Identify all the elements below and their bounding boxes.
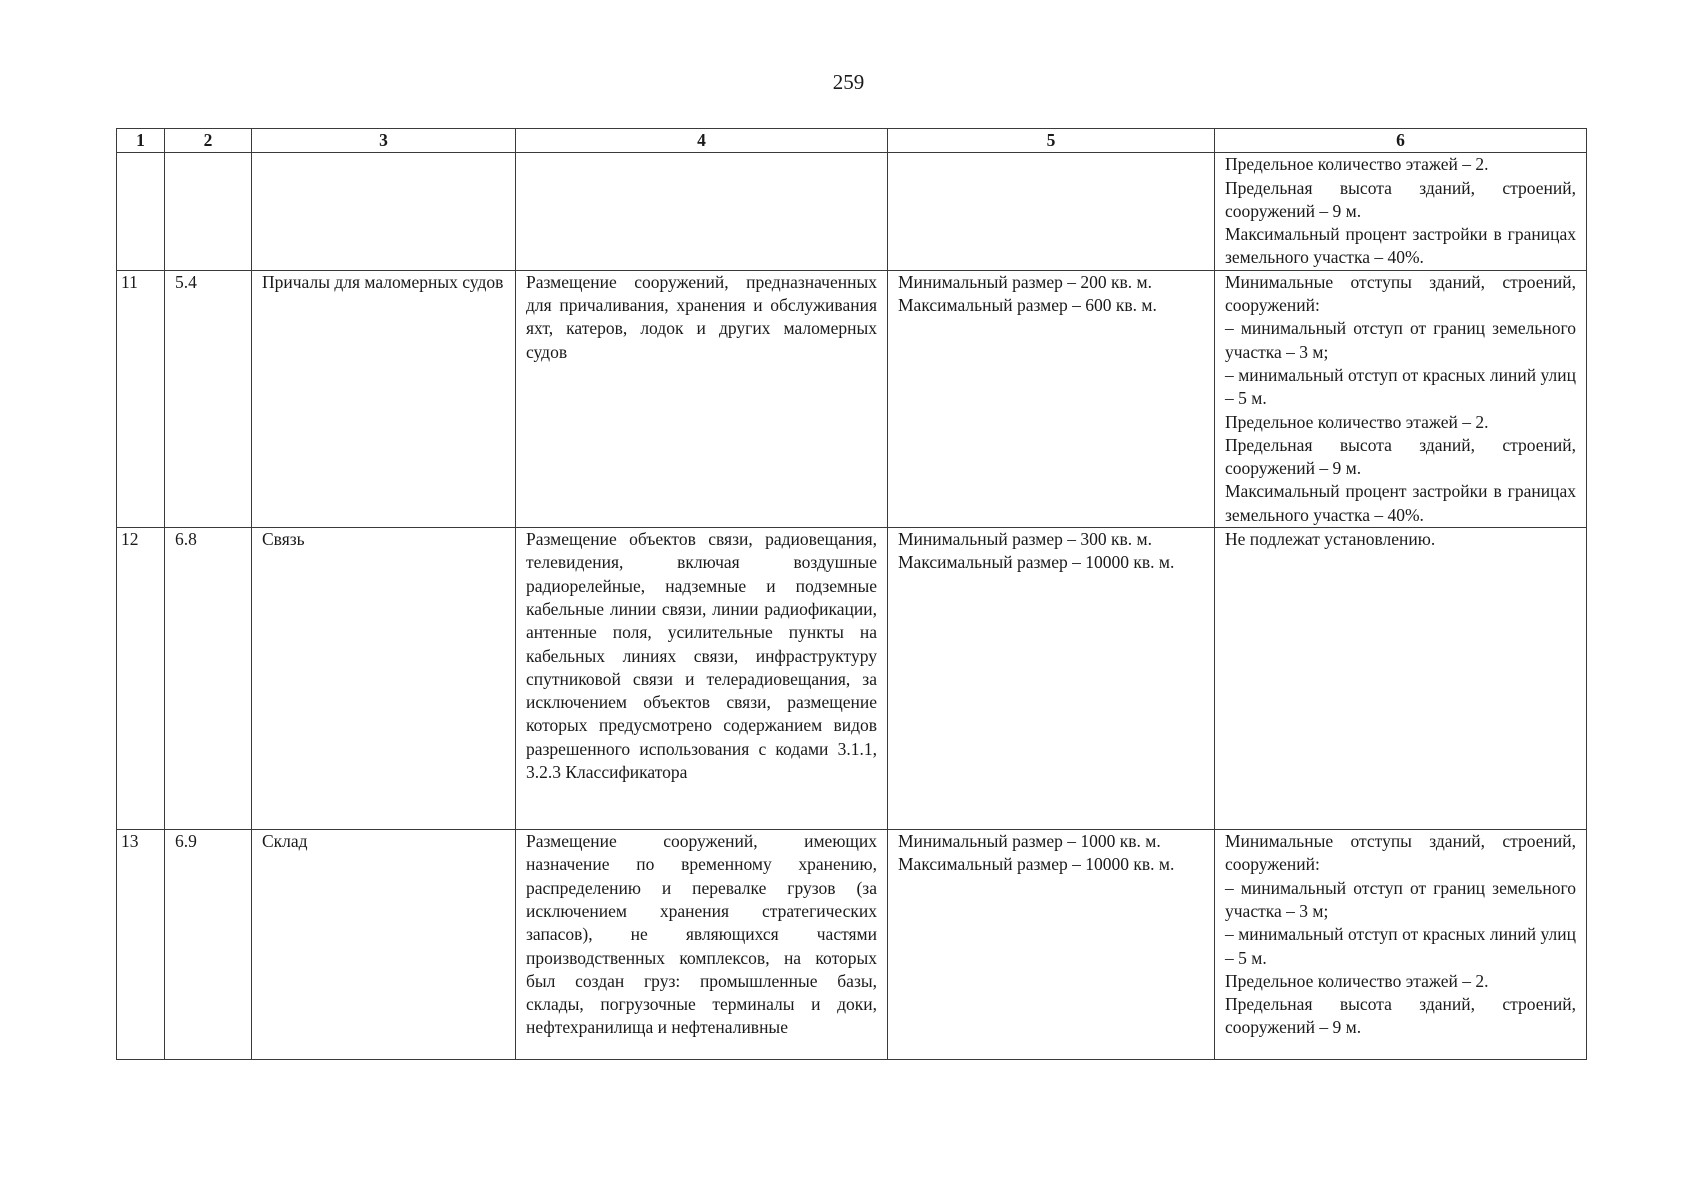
building-param-line: Предельная высота зданий, строений, сооружений – 9 м. [1225, 994, 1576, 1038]
table-row [117, 830, 1587, 1060]
plot-size-line: Минимальный размер – 300 кв. м. [898, 529, 1152, 550]
row-number-cell: 12 [117, 528, 165, 830]
use-name-cell [252, 153, 516, 270]
row-number-cell: 11 [117, 270, 165, 527]
building-param-line: Максимальный процент застройки в границах земельного участка – 40%. [1225, 481, 1576, 525]
plot-size-line: Максимальный размер – 10000 кв. м. [898, 552, 1175, 573]
plot-size-cell [888, 153, 1215, 270]
row-number-cell: 13 [117, 830, 165, 1060]
header-col-6: 6 [1215, 129, 1587, 153]
use-name-cell: Причалы для маломерных судов [252, 270, 516, 527]
use-description-cell [516, 153, 888, 270]
building-param-line: Предельная высота зданий, строений, сооружений – 9 м. [1225, 434, 1576, 479]
table-row [117, 270, 1587, 527]
use-name-cell: Склад [252, 830, 516, 1060]
building-param-line: – минимальный отступ от красных линий улиц – 5 м. [1225, 924, 1576, 968]
plot-size-line: Минимальный размер – 1000 кв. м. [898, 831, 1161, 852]
building-param-line: Предельное количество этажей – 2. [1225, 970, 1489, 991]
building-params-cell [1215, 153, 1587, 270]
table-header [117, 129, 1587, 153]
building-param-line: Не подлежат установлению. [1225, 529, 1436, 550]
table-row [117, 153, 1587, 270]
building-params-cell [1215, 270, 1587, 527]
row-number-cell [117, 153, 165, 270]
plot-size-cell [888, 270, 1215, 527]
building-param-line: – минимальный отступ от красных линий улиц – 5 м. [1225, 364, 1576, 409]
use-name-cell: Связь [252, 528, 516, 830]
header-col-3: 3 [252, 129, 516, 153]
page-number: 259 [832, 70, 865, 94]
building-param-line: Минимальные отступы зданий, строений, сооружений: [1225, 831, 1576, 875]
header-col-4: 4 [516, 129, 888, 153]
plot-size-line: Максимальный размер – 10000 кв. м. [898, 854, 1175, 875]
building-param-line: Максимальный процент застройки в границах земельного участка – 40%. [1225, 224, 1576, 268]
use-description-cell: Размещение сооружений, предназначенных для причаливания, хранения и обслуживания яхт, катеров, лодок и других маломерных судов [516, 270, 888, 527]
header-col-1: 1 [117, 129, 165, 153]
plot-size-line: Минимальный размер – 200 кв. м. [898, 271, 1152, 292]
plot-size-line: Максимальный размер – 600 кв. м. [898, 295, 1157, 316]
building-params-cell [1215, 528, 1587, 830]
header-col-5: 5 [888, 129, 1215, 153]
plot-size-cell [888, 830, 1215, 1060]
use-code-cell: 6.8 [165, 528, 252, 830]
table-row [117, 528, 1587, 830]
permitted-use-table [116, 128, 1587, 1060]
use-description-cell: Размещение объектов связи, радиовещания, телевидения, включая воздушные радиорелейные, надземные и подземные кабельные линии связи, линии радиофикации, антенные поля, усилительные пункты на кабельных линиях связи, инфраструктуру спутниковой связи и телерадиовещания, за исключением объектов связи, размещение которых предусмотрено содержанием видов разрешенного использования с кодами 3.1.1, 3.2.3 Классификатора [516, 528, 888, 830]
use-description-cell: Размещение сооружений, имеющих назначение по временному хранению, распределению и перевалке грузов (за исключением хранения стратегических запасов), не являющихся частями производственных комплексов, на которых был создан груз: промышленные базы, склады, погрузочные терминалы и доки, нефтехранилища и нефтеналивные [516, 830, 888, 1060]
building-param-line: Предельное количество этажей – 2. [1225, 154, 1489, 175]
use-code-cell: 5.4 [165, 270, 252, 527]
building-param-line: Предельная высота зданий, строений, сооружений – 9 м. [1225, 177, 1576, 221]
plot-size-cell [888, 528, 1215, 830]
use-code-cell: 6.9 [165, 830, 252, 1060]
building-param-line: Минимальные отступы зданий, строений, сооружений: [1225, 271, 1576, 316]
table-body [117, 153, 1587, 1060]
building-param-line: – минимальный отступ от границ земельного участка – 3 м; [1225, 318, 1576, 362]
header-row [117, 129, 1587, 153]
building-param-line: Предельное количество этажей – 2. [1225, 411, 1489, 432]
use-code-cell [165, 153, 252, 270]
building-params-cell [1215, 830, 1587, 1060]
building-param-line: – минимальный отступ от границ земельного участка – 3 м; [1225, 877, 1576, 921]
header-col-2: 2 [165, 129, 252, 153]
